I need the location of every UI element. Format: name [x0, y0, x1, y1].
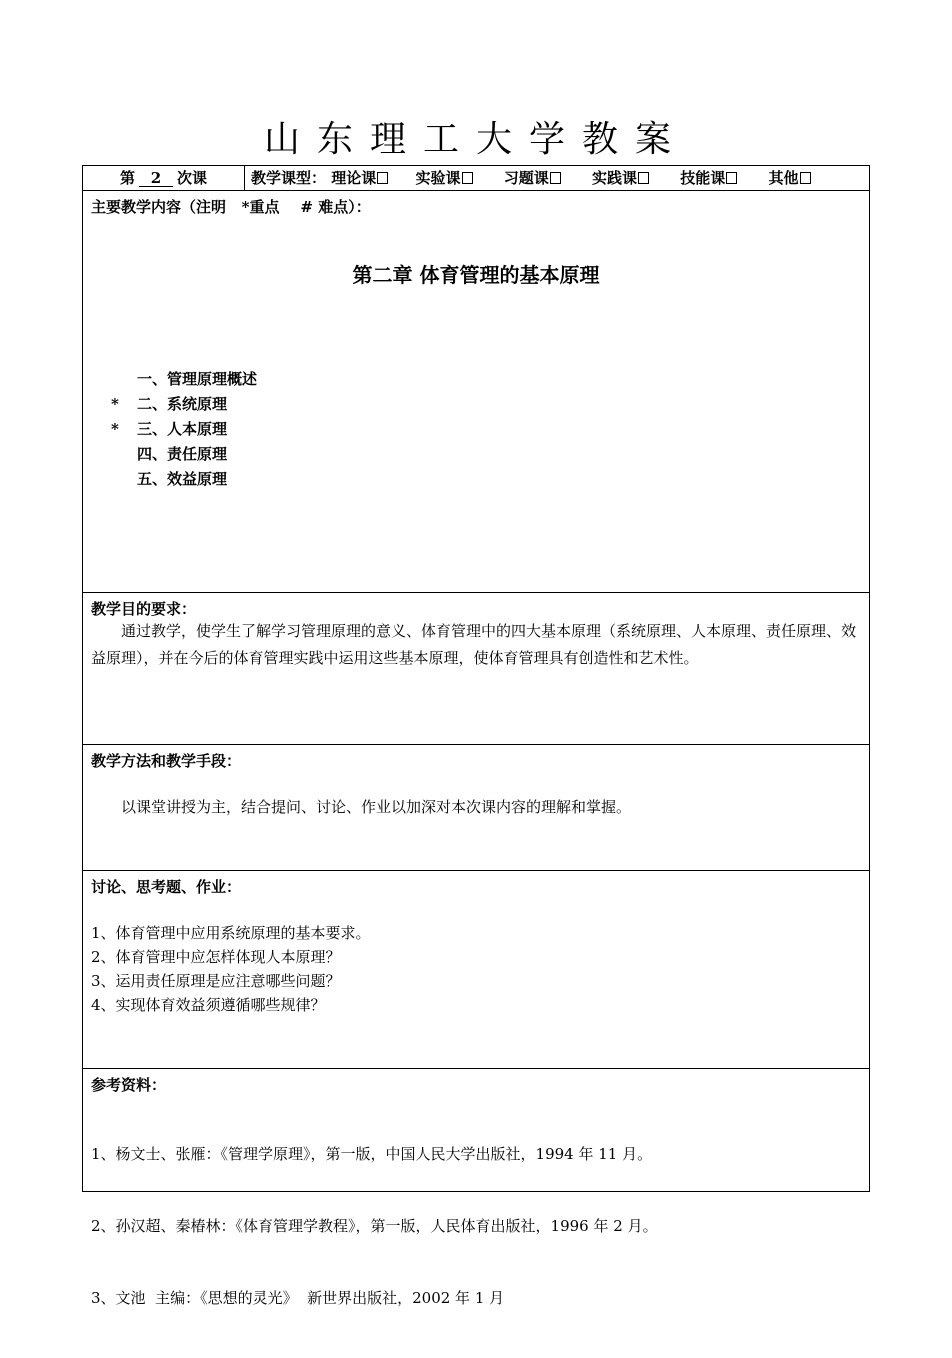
outline-item: 四、责任原理 [137, 445, 228, 463]
lesson-type-label: 教学课型： [251, 169, 327, 187]
outline-item: * 二、系统原理 [109, 392, 257, 417]
type-option-exercise[interactable]: 习题课 [504, 166, 561, 190]
lesson-prefix: 第 [119, 169, 135, 187]
checkbox-icon[interactable] [462, 172, 473, 184]
checkbox-icon[interactable] [800, 172, 811, 184]
objectives-section [83, 593, 869, 745]
lesson-suffix: 次课 [177, 169, 208, 187]
list-item: 1、体育管理中应用系统原理的基本要求。 [91, 924, 371, 942]
page-title: 山东理工大学教案 [263, 119, 688, 160]
lesson-plan-table [82, 165, 870, 1307]
list-item: 3、运用责任原理是应注意哪些问题？ [91, 972, 341, 990]
list-item: 4、实现体育效益须遵循哪些规律？ [91, 996, 326, 1014]
checkbox-icon[interactable] [726, 172, 737, 184]
lesson-header-row [83, 166, 869, 191]
methods-section [83, 745, 869, 871]
type-option-skill[interactable]: 技能课 [680, 166, 737, 190]
type-option-theory[interactable]: 理论课 [331, 166, 388, 190]
checkbox-icon[interactable] [638, 172, 649, 184]
methods-label: 教学方法和教学手段： [91, 752, 242, 770]
methods-text: 以课堂讲授为主，结合提问、讨论、作业以加深对本次课内容的理解和掌握。 [121, 798, 632, 816]
outline-item: * 三、人本原理 [109, 417, 257, 442]
list-item: 3、文池 主编：《思想的灵光》 新世界出版社，2002 年 1 月 [91, 1289, 505, 1307]
lesson-type-cell [245, 166, 869, 190]
list-item: 2、孙汉超、秦椿林：《体育管理学教程》，第一版，人民体育出版社，1996 年 2 月。 [91, 1217, 658, 1235]
lesson-number: 2 [139, 170, 173, 187]
lesson-number-cell [83, 166, 245, 190]
key-point-mark: * [111, 420, 119, 438]
main-content-section [83, 191, 869, 593]
type-option-lab[interactable]: 实验课 [416, 166, 473, 190]
discussion-list [91, 921, 371, 1017]
outline-list [109, 367, 257, 492]
discussion-section [83, 871, 869, 1069]
list-item: 2、体育管理中应怎样体现人本原理？ [91, 948, 341, 966]
references-list [91, 1094, 658, 1358]
objectives-text: 通过教学，使学生了解学习管理原理的意义、体育管理中的四大基本原理（系统原理、人本原理、责任原理、效益原理），并在今后的体育管理实践中运用这些基本原理，使体育管理具有创造性和艺术性。 [91, 622, 857, 667]
objectives-label: 教学目的要求： [91, 600, 197, 618]
references-section [83, 1069, 869, 1307]
chapter-title: 第二章 体育管理的基本原理 [352, 263, 600, 287]
references-label: 参考资料： [91, 1076, 167, 1094]
checkbox-icon[interactable] [550, 172, 561, 184]
outline-item: 一、管理原理概述 [137, 370, 258, 388]
type-option-other[interactable]: 其他 [769, 166, 811, 190]
discussion-label: 讨论、思考题、作业： [91, 878, 242, 896]
outline-item: 五、效益原理 [137, 470, 228, 488]
list-item: 1、杨文士、张雁：《管理学原理》，第一版，中国人民大学出版社，1994 年 11 月。 [91, 1145, 653, 1163]
content-label: 主要教学内容（注明 *重点 # 难点）： [91, 198, 371, 216]
checkbox-icon[interactable] [377, 172, 388, 184]
key-point-mark: * [111, 395, 119, 413]
type-option-practice[interactable]: 实践课 [592, 166, 649, 190]
